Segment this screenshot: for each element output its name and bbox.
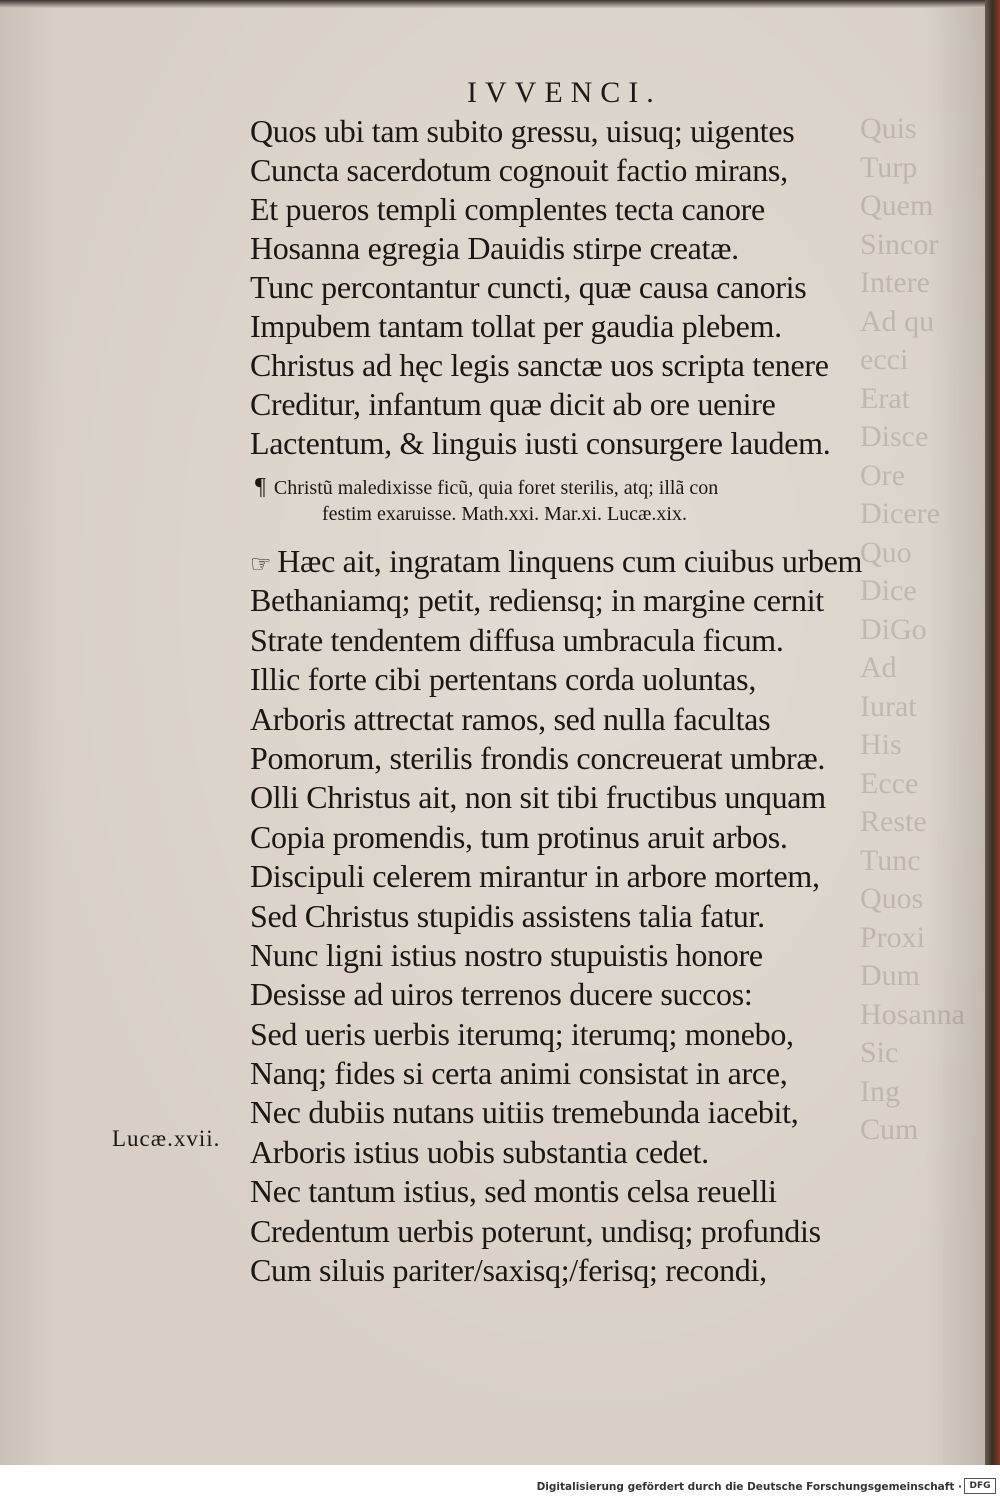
verse-block-bottom: [250, 542, 950, 1290]
show-through-word: ecci: [860, 343, 909, 376]
verse-line: Creditur, infantum quæ dicit ab ore uenire: [250, 386, 776, 422]
show-through-word: Ecce: [860, 766, 919, 800]
section-rubric: [255, 474, 955, 527]
show-through-word: Sincor: [860, 227, 939, 261]
verse-line: Cuncta sacerdotum cognouit factio mirans,: [250, 152, 788, 188]
verse-line: Nunc ligni istius nostro stupuistis honore: [250, 936, 763, 973]
show-through-word: Ore: [860, 458, 905, 492]
verse-line: Christus ad hęc legis sanctæ uos scripta tenere: [250, 347, 829, 383]
verse-block-top: [250, 112, 940, 463]
pilcrow-icon: ¶: [255, 474, 266, 500]
rubric-text: Christũ maledixisse ficũ, quia foret sterilis, atq; illã con: [273, 477, 719, 499]
verse-line: Discipuli celerem mirantur in arbore mortem,: [250, 858, 820, 895]
rubric-line-2: festim exaruisse. Math.xxi. Mar.xi. Lucæ.xix.: [322, 503, 687, 525]
show-through-word: Reste: [860, 805, 927, 838]
show-through-word: Dicere: [860, 497, 940, 530]
show-through-word: Ad qu: [860, 304, 935, 338]
show-through-word: Quis: [860, 112, 917, 145]
show-through-word: Cum: [860, 1113, 919, 1146]
rubric-line-1: [255, 474, 955, 501]
verse-line: Strate tendentem diffusa umbracula ficum.: [250, 621, 784, 658]
dfg-logo-icon: DFG: [964, 1478, 996, 1494]
show-through-word: Tunc: [860, 843, 921, 877]
show-through-word: His: [860, 728, 902, 761]
verse-line: Desisse ad uiros terrenos ducere succos:: [250, 976, 753, 1013]
running-title: IVVENCI.: [467, 76, 662, 109]
show-through-word: Disce: [860, 420, 929, 453]
show-through-word: Iurat: [860, 689, 917, 723]
show-through-word: Proxi: [860, 920, 926, 954]
show-through-word: Quo: [860, 535, 912, 569]
verse-line: Sed ueris uerbis iterumq; iterumq; monebo,: [250, 1015, 794, 1052]
verse-line: Credentum uerbis poterunt, undisq; profundis: [250, 1212, 821, 1249]
show-through-word: Dum: [860, 959, 920, 992]
book-fore-edge: [985, 0, 1000, 1465]
show-through-word: Hosanna: [860, 997, 965, 1031]
verse-line: Illic forte cibi pertentans corda uoluntas,: [250, 661, 757, 698]
show-through-word: Quem: [860, 189, 934, 222]
verse-line: Tunc percontantur cuncti, quæ causa canoris: [250, 269, 807, 305]
show-through-word: Erat: [860, 381, 910, 415]
verse-line: Pomorum, sterilis frondis concreuerat umbræ.: [250, 739, 826, 776]
verse-line: Copia promendis, tum protinus aruit arbos.: [250, 818, 788, 855]
show-through-word: Ad: [860, 651, 897, 684]
verse-line: Arboris istius uobis substantia cedet.: [250, 1133, 709, 1170]
show-through-word: Ing: [860, 1074, 900, 1108]
verse-line: Et pueros templi complentes tecta canore: [250, 191, 765, 227]
verse-line: Olli Christus ait, non sit tibi fructibus unquam: [250, 779, 826, 816]
verse-line: Nec dubiis nutans uitiis tremebunda iacebit,: [250, 1094, 799, 1131]
verse-line: Bethaniamq; petit, rediensq; in margine cernit: [250, 582, 824, 619]
page-top-edge: [0, 0, 985, 8]
verse-line: [250, 542, 950, 581]
verse-line: Hosanna egregia Dauidis stirpe creatæ.: [250, 230, 739, 266]
verse-line: Sed Christus stupidis assistens talia fatur.: [250, 897, 765, 934]
show-through-word: Turp: [860, 150, 918, 184]
verse-line: Nec tantum istius, sed montis celsa reuelli: [250, 1173, 777, 1210]
show-through-word: Quos: [860, 882, 924, 915]
verse-line: Quos ubi tam subito gressu, uisuq; uigentes: [250, 113, 795, 149]
show-through-word: Dice: [860, 574, 917, 607]
verse-line: Cum siluis pariter/saxisq;/ferisq; recondi,: [250, 1252, 767, 1289]
marginal-reference: Lucæ.xvii.: [112, 1126, 221, 1151]
show-through-word: DiGo: [860, 612, 927, 646]
show-through-word: Sic: [860, 1036, 899, 1069]
pointing-hand-icon: ☞: [250, 552, 272, 578]
verse-line: Impubem tantam tollat per gaudia plebem.: [250, 308, 782, 344]
show-through-word: Intere: [860, 266, 930, 299]
funding-credit: Digitalisierung gefördert durch die Deutsche Forschungsgemeinschaft ·: [536, 1481, 962, 1493]
verse-line: Lactentum, & linguis iusti consurgere laudem.: [250, 425, 831, 461]
verse-line: Nanq; fides si certa animi consistat in arce,: [250, 1055, 788, 1092]
verse-line: Arboris attrectat ramos, sed nulla facultas: [250, 700, 771, 737]
verse-text: Hæc ait, ingratam linquens cum ciuibus urbem: [277, 543, 863, 579]
